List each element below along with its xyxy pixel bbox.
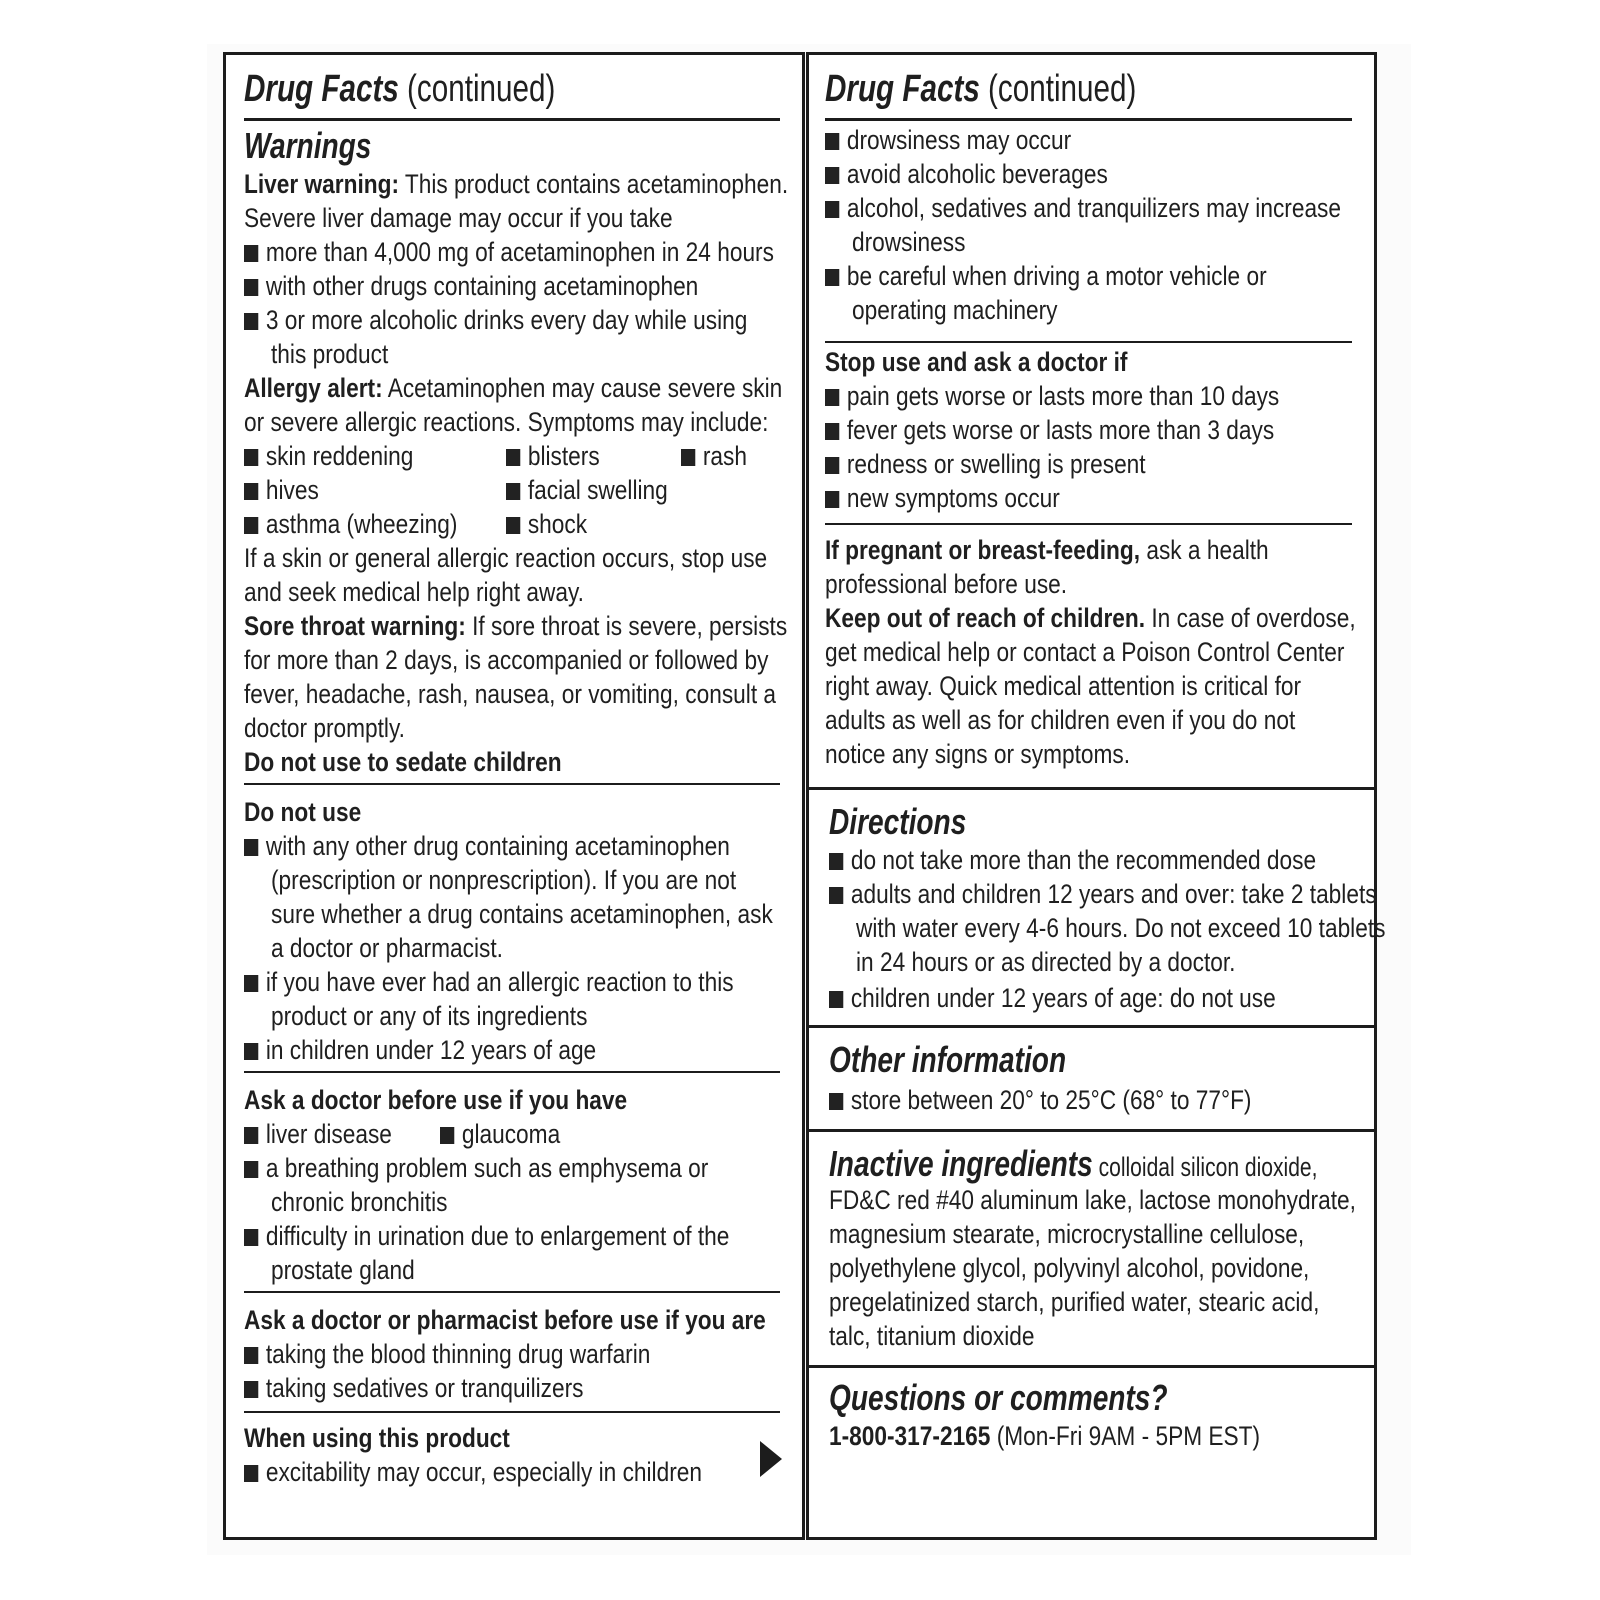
allergy-alert-line-2: or severe allergic reactions. Symptoms may include:: [244, 407, 769, 437]
divider: [244, 1071, 780, 1073]
symptom-item: skin reddening: [244, 439, 413, 474]
symptom-item: asthma (wheezing): [244, 507, 457, 542]
keep-out-line-1: Keep out of reach of children. In case of overdose,: [825, 603, 1356, 633]
list-item: more than 4,000 mg of acetaminophen in 24 hours: [244, 235, 694, 270]
sore-throat-line-2: for more than 2 days, is accompanied or followed by: [244, 645, 769, 675]
square-bullet-icon: [244, 1347, 258, 1364]
square-bullet-icon: [244, 245, 258, 262]
square-bullet-icon: [244, 1381, 258, 1398]
inactive-ingredients-line: magnesium stearate, microcrystalline cellulose,: [829, 1219, 1305, 1249]
section-divider: [809, 1025, 1374, 1028]
square-bullet-icon: [681, 449, 695, 466]
liver-warning-line-2: Severe liver damage may occur if you take: [244, 203, 673, 233]
divider: [244, 783, 780, 785]
square-bullet-icon: [244, 1161, 258, 1178]
section-divider: [809, 1365, 1374, 1368]
sore-throat-line-4: doctor promptly.: [244, 713, 405, 743]
sedate-warning: Do not use to sedate children: [244, 747, 562, 777]
inactive-ingredients-line: talc, titanium dioxide: [829, 1321, 1035, 1351]
list-item-continued: sure whether a drug contains acetaminophen, ask: [271, 899, 773, 929]
square-bullet-icon: [506, 517, 520, 534]
phone-number[interactable]: 1-800-317-2165: [829, 1421, 991, 1451]
ask-pharmacist-title: Ask a doctor or pharmacist before use if you are: [244, 1305, 766, 1335]
square-bullet-icon: [825, 133, 839, 150]
list-item: store between 20° to 25°C (68° to 77°F): [829, 1083, 1268, 1118]
square-bullet-icon: [244, 1229, 258, 1246]
drug-facts-heading: Drug Facts (continued): [825, 68, 1137, 110]
list-item: avoid alcoholic beverages: [825, 157, 1268, 192]
square-bullet-icon: [825, 201, 839, 218]
inactive-ingredients-line: pregelatinized starch, purified water, stearic acid,: [829, 1287, 1320, 1317]
section-divider: [809, 1129, 1374, 1132]
warnings-title: Warnings: [244, 125, 372, 166]
divider: [825, 523, 1352, 525]
list-item: do not take more than the recommended dose: [829, 843, 1268, 878]
ask-doctor-title: Ask a doctor before use if you have: [244, 1085, 628, 1115]
square-bullet-icon: [829, 887, 843, 904]
square-bullet-icon: [244, 1465, 258, 1482]
list-item: taking sedatives or tranquilizers: [244, 1371, 694, 1406]
drug-facts-heading: Drug Facts (continued): [244, 68, 556, 110]
list-item: difficulty in urination due to enlargement of the: [244, 1219, 694, 1254]
list-item: if you have ever had an allergic reaction to this: [244, 965, 694, 1000]
square-bullet-icon: [829, 1093, 843, 1110]
square-bullet-icon: [244, 517, 258, 534]
right-panel: [806, 52, 1386, 1540]
list-item: alcohol, sedatives and tranquilizers may increase: [825, 191, 1268, 226]
list-item-continued: with water every 4-6 hours. Do not exceed 10 tablets: [856, 913, 1386, 943]
symptom-item: blisters: [506, 439, 600, 474]
list-item-continued: this product: [271, 339, 389, 369]
divider: [244, 118, 780, 121]
list-item-continued: prostate gland: [271, 1255, 415, 1285]
pregnant-line-1: If pregnant or breast-feeding, ask a health: [825, 535, 1269, 565]
list-item: drowsiness may occur: [825, 123, 1268, 158]
list-item: pain gets worse or lasts more than 10 days: [825, 379, 1268, 414]
square-bullet-icon: [825, 389, 839, 406]
list-item: with any other drug containing acetaminophen: [244, 829, 694, 864]
liver-warning-line-1: Liver warning: This product contains acetaminophen.: [244, 169, 789, 199]
pregnant-line-2: professional before use.: [825, 569, 1068, 599]
square-bullet-icon: [829, 853, 843, 870]
directions-title: Directions: [829, 801, 967, 842]
square-bullet-icon: [825, 423, 839, 440]
square-bullet-icon: [825, 167, 839, 184]
list-item: a breathing problem such as emphysema or: [244, 1151, 694, 1186]
when-using-title: When using this product: [244, 1423, 510, 1453]
list-item-continued: drowsiness: [852, 227, 966, 257]
keep-out-line-5: notice any signs or symptoms.: [825, 739, 1131, 769]
allergy-alert-line-1: Allergy alert: Acetaminophen may cause severe skin: [244, 373, 783, 403]
list-item: liver disease: [244, 1117, 392, 1152]
list-item: children under 12 years of age: do not use: [829, 981, 1268, 1016]
divider: [244, 1291, 780, 1293]
divider: [825, 118, 1352, 121]
square-bullet-icon: [244, 1043, 258, 1060]
list-item-continued: product or any of its ingredients: [271, 1001, 588, 1031]
square-bullet-icon: [440, 1127, 454, 1144]
keep-out-line-4: adults as well as for children even if you do not: [825, 705, 1296, 735]
list-item: in children under 12 years of age: [244, 1033, 694, 1068]
square-bullet-icon: [829, 991, 843, 1008]
symptom-item: hives: [244, 473, 319, 508]
square-bullet-icon: [244, 279, 258, 296]
list-item: fever gets worse or lasts more than 3 days: [825, 413, 1268, 448]
square-bullet-icon: [825, 491, 839, 508]
list-item: excitability may occur, especially in children: [244, 1455, 694, 1490]
square-bullet-icon: [244, 839, 258, 856]
square-bullet-icon: [244, 1127, 258, 1144]
inactive-ingredients-line: polyethylene glycol, polyvinyl alcohol, povidone,: [829, 1253, 1310, 1283]
allergy-advice-line-2: and seek medical help right away.: [244, 577, 584, 607]
list-item-continued: in 24 hours or as directed by a doctor.: [856, 947, 1236, 977]
keep-out-line-2: get medical help or contact a Poison Control Center: [825, 637, 1345, 667]
inactive-ingredients-line-1: Inactive ingredients colloidal silicon dioxide,: [829, 1143, 1318, 1184]
divider: [825, 341, 1352, 343]
continue-arrow-icon: [760, 1441, 782, 1477]
divider: [244, 1411, 780, 1413]
symptom-item: facial swelling: [506, 473, 668, 508]
square-bullet-icon: [506, 483, 520, 500]
square-bullet-icon: [506, 449, 520, 466]
symptom-item: rash: [681, 439, 747, 474]
questions-title: Questions or comments?: [829, 1377, 1168, 1418]
list-item: taking the blood thinning drug warfarin: [244, 1337, 694, 1372]
square-bullet-icon: [244, 313, 258, 330]
sore-throat-line-1: Sore throat warning: If sore throat is severe, persists: [244, 611, 788, 641]
symptom-item: shock: [506, 507, 587, 542]
allergy-advice-line-1: If a skin or general allergic reaction occurs, stop use: [244, 543, 768, 573]
square-bullet-icon: [244, 975, 258, 992]
list-item: with other drugs containing acetaminophen: [244, 269, 694, 304]
square-bullet-icon: [244, 449, 258, 466]
sore-throat-line-3: fever, headache, rash, nausea, or vomiting, consult a: [244, 679, 777, 709]
list-item: glaucoma: [440, 1117, 560, 1152]
square-bullet-icon: [244, 483, 258, 500]
keep-out-line-3: right away. Quick medical attention is critical for: [825, 671, 1302, 701]
square-bullet-icon: [825, 269, 839, 286]
do-not-use-title: Do not use: [244, 797, 362, 827]
other-information-title: Other information: [829, 1039, 1067, 1080]
list-item-continued: (prescription or nonprescription). If you are not: [271, 865, 737, 895]
phone-line: 1-800-317-2165 (Mon-Fri 9AM - 5PM EST): [829, 1421, 1261, 1451]
list-item-continued: operating machinery: [852, 295, 1058, 325]
inactive-ingredients-line: FD&C red #40 aluminum lake, lactose monohydrate,: [829, 1185, 1356, 1215]
square-bullet-icon: [825, 457, 839, 474]
list-item: adults and children 12 years and over: take 2 tablets: [829, 877, 1268, 912]
list-item: new symptoms occur: [825, 481, 1268, 516]
stop-use-title: Stop use and ask a doctor if: [825, 347, 1128, 377]
list-item: 3 or more alcoholic drinks every day while using: [244, 303, 694, 338]
section-divider: [809, 787, 1374, 790]
list-item-continued: chronic bronchitis: [271, 1187, 448, 1217]
list-item: redness or swelling is present: [825, 447, 1268, 482]
list-item-continued: a doctor or pharmacist.: [271, 933, 503, 963]
list-item: be careful when driving a motor vehicle or: [825, 259, 1268, 294]
left-panel: [223, 52, 805, 1540]
